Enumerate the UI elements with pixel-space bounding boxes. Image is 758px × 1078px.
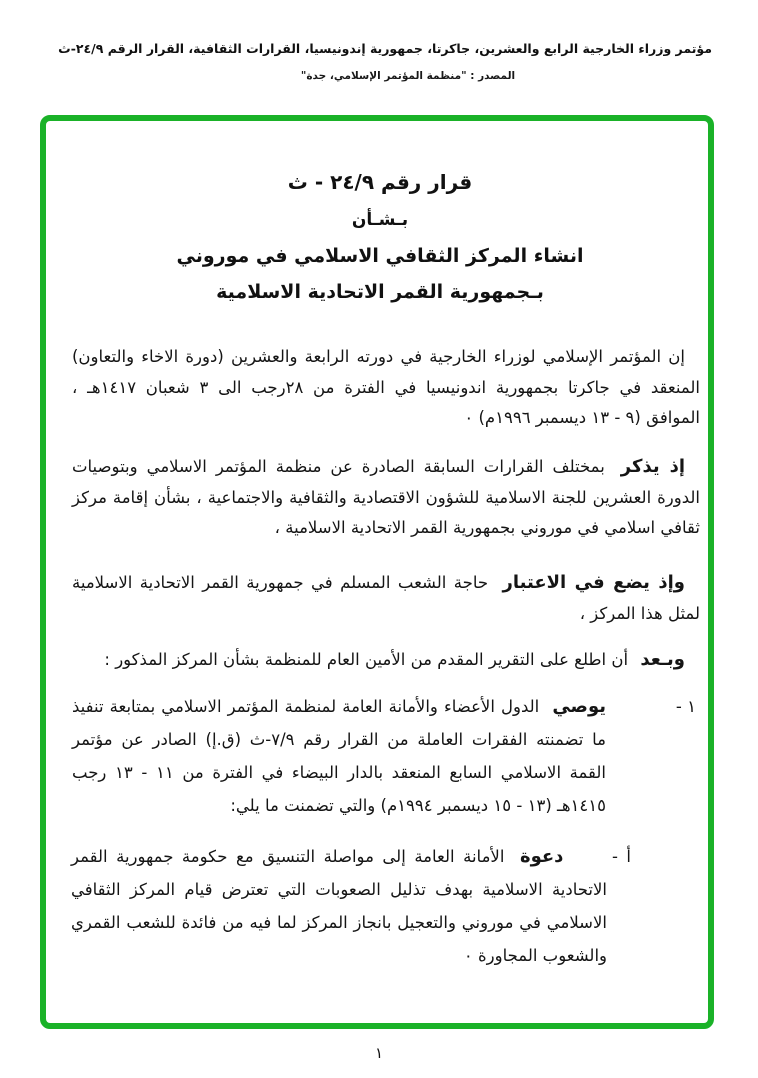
paragraph-having-reviewed-text: أن اطلع على التقرير المقدم من الأمين العام للمنظمة بشأن المركز المذكور : — [104, 650, 629, 669]
paragraph-having-reviewed — [72, 645, 700, 676]
paragraph-considering — [72, 568, 700, 629]
paragraph-considering-text: حاجة الشعب المسلم في جمهورية القمر الاتحادية الاسلامية لمثل هذا المركز ، — [72, 573, 700, 623]
sub-item-a-text: الأمانة العامة إلى مواصلة التنسيق مع حكومة جمهورية القمر الاتحادية الاسلامية بهدف تذليل الصعوبات التي تعترض قيام المركز الثقافي الاسلامي في موروني والتعجيل بانجاز المركز لما فيه من فائدة للشعب القمري والشعوب المجاورة ٠ — [71, 847, 607, 965]
paragraph-considering-lead: وإذ يضع في الاعتبار — [502, 572, 685, 593]
header-citation-line: مؤتمر وزراء الخارجية الرابع والعشرين، جاكرتا، جمهورية إندونيسيا، القرارات الثقافية، القرار الرقم ٢٤/٩-ث — [58, 41, 712, 56]
document-title-country: بـجمهورية القمر الاتحادية الاسلامية — [216, 281, 544, 303]
paragraph-preamble — [72, 342, 700, 434]
header-source-line: المصدر : "منظمة المؤتمر الإسلامي، جدة" — [300, 70, 516, 82]
paragraph-recalling-lead: إذ يذكر — [620, 456, 686, 477]
list-item-1 — [72, 690, 700, 822]
document-title-regarding: بـشـأن — [351, 210, 409, 230]
sub-item-a-marker: أ - — [611, 847, 631, 866]
sub-item-a — [71, 840, 631, 972]
list-item-1-marker: ١ - — [675, 697, 696, 716]
document-title-resolution-number: قرار رقم ٢٤/٩ - ث — [287, 170, 473, 194]
list-item-1-text: الدول الأعضاء والأمانة العامة لمنظمة المؤتمر الاسلامي بمتابعة تنفيذ ما تضمنته الفقرات العاملة من القرار رقم ٧/٩-ث (ق.إ) الصادر عن مؤتمر القمة الاسلامي السابع المنعقد بالدار البيضاء في الفترة من ١١ - ١٣ رجب ١٤١٥هـ (١٣ - ١٥ ديسمبر ١٩٩٤م) والتي تضمنت ما يلي: — [72, 697, 606, 815]
document-title-subject: انشاء المركز الثقافي الاسلامي في موروني — [176, 245, 584, 267]
paragraph-recalling-text: بمختلف القرارات السابقة الصادرة عن منظمة المؤتمر الاسلامي وبتوصيات الدورة العشرين للجنة الاسلامية للشؤون الاقتصادية والثقافية والاجتماعية ، بشأن إقامة مركز ثقافي اسلامي في موروني بجمهورية القمر الاتحادية الاسلامية ، — [72, 457, 700, 537]
list-item-1-lead: يوصي — [552, 696, 606, 717]
paragraph-having-reviewed-lead: وبـعد — [640, 649, 685, 670]
sub-item-a-lead: دعوة — [519, 846, 564, 867]
page-number: ١ — [374, 1044, 384, 1062]
paragraph-recalling — [72, 452, 700, 544]
list-item-1-body — [72, 690, 606, 822]
paragraph-preamble-text: إن المؤتمر الإسلامي لوزراء الخارجية في دورته الرابعة والعشرين (دورة الاخاء والتعاون) المنعقد في جاكرتا بجمهورية اندونيسيا في الفترة من ٢٨رجب الى ٣ شعبان ١٤١٧هـ ، الموافق (٩ - ١٣ ديسمبر ١٩٩٦م) ٠ — [72, 347, 700, 427]
